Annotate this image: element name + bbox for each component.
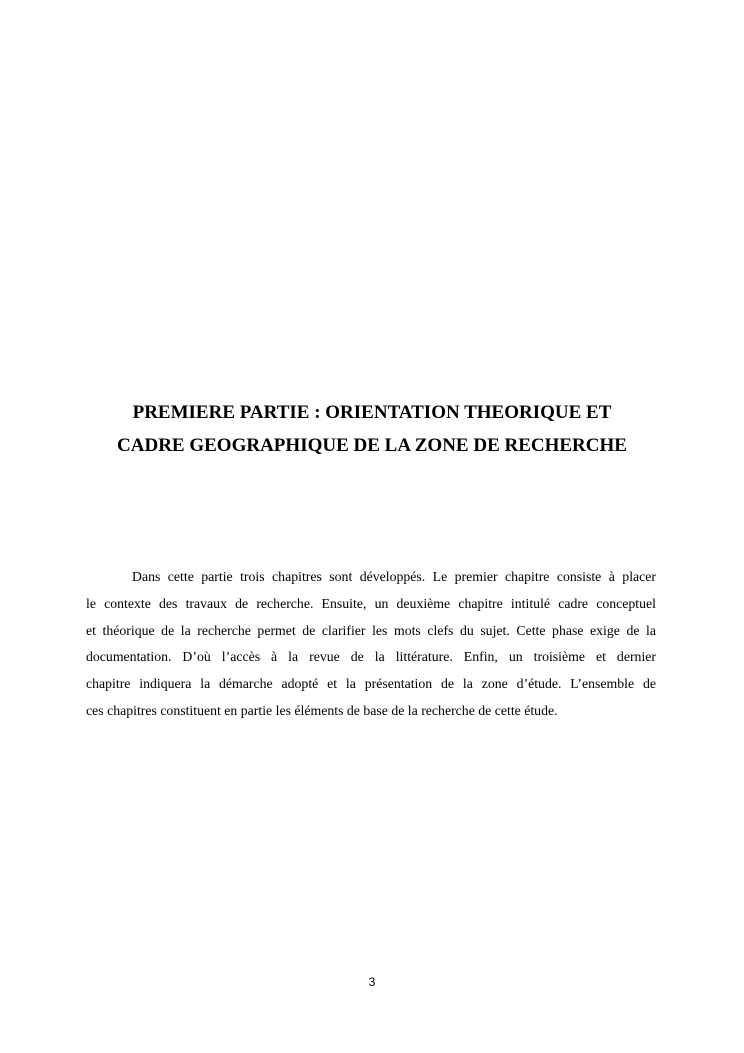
paragraph-line: chapitre indiquera la démarche adopté et la présentation de la zone d’étude. L’ensemble de xyxy=(86,676,656,692)
part-title-line-2: CADRE GEOGRAPHIQUE DE LA ZONE DE RECHERCHE xyxy=(117,435,627,456)
part-title-line-1: PREMIERE PARTIE : ORIENTATION THEORIQUE ET xyxy=(132,402,612,423)
paragraph-line: le contexte des travaux de recherche. Ensuite, un deuxième chapitre intitulé cadre conceptuel xyxy=(86,595,656,611)
paragraph-line: et théorique de la recherche permet de clarifier les mots clefs du sujet. Cette phase exige de la xyxy=(86,622,656,638)
intro-paragraph xyxy=(86,564,656,725)
paragraph-line: ces chapitres constituent en partie les éléments de base de la recherche de cette étude. xyxy=(86,702,558,718)
page-number: 3 xyxy=(368,975,376,989)
paragraph-line: documentation. D’où l’accès à la revue de la littérature. Enfin, un troisième et dernier xyxy=(86,649,656,665)
paragraph-line: Dans cette partie trois chapitres sont développés. Le premier chapitre consiste à placer xyxy=(132,569,656,584)
